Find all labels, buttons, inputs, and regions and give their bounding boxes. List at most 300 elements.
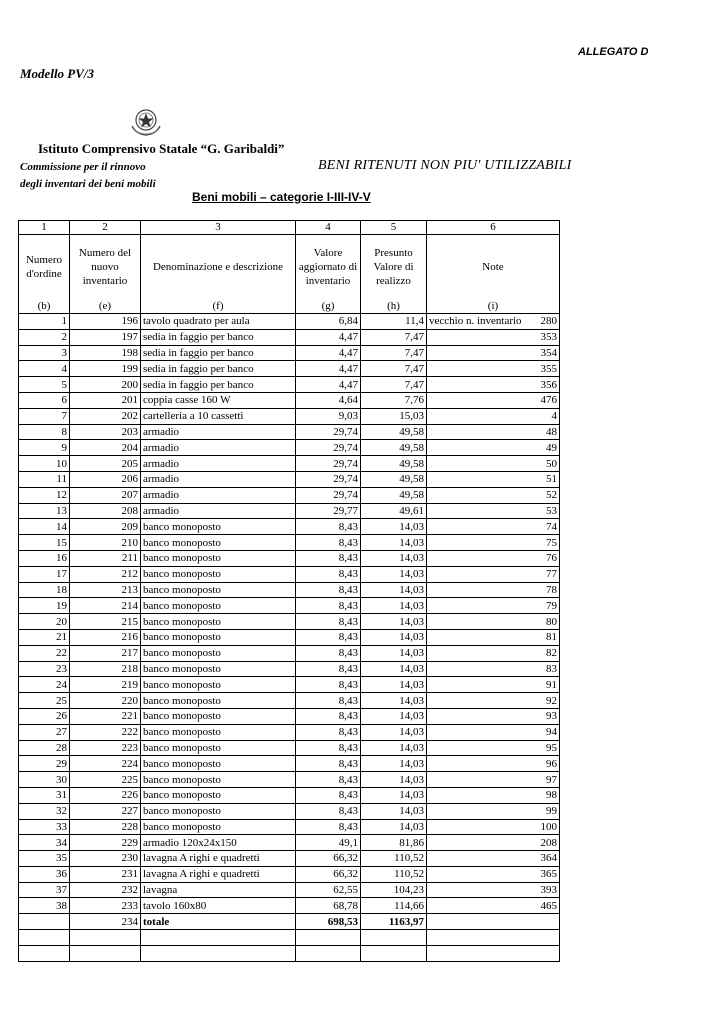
note-cell (427, 740, 560, 756)
order-number-cell: 32 (19, 803, 70, 819)
note-number: 82 (546, 647, 557, 660)
table-row (19, 724, 560, 740)
realizzo-cell: 14,03 (361, 724, 427, 740)
note-cell (427, 345, 560, 361)
value-cell: 8,43 (296, 819, 361, 835)
note-number: 50 (546, 457, 557, 470)
note-content (429, 583, 557, 597)
note-content (429, 393, 557, 407)
empty-cell (427, 930, 560, 946)
value-cell: 8,43 (296, 787, 361, 803)
inventory-number-cell: 209 (70, 519, 141, 535)
inventory-number-cell: 200 (70, 377, 141, 393)
value-cell: 8,43 (296, 708, 361, 724)
note-content (429, 599, 557, 613)
inventory-number-cell: 230 (70, 851, 141, 867)
order-number-cell: 22 (19, 645, 70, 661)
order-number-cell: 30 (19, 772, 70, 788)
order-number-cell: 37 (19, 882, 70, 898)
note-cell (427, 882, 560, 898)
table-row (19, 851, 560, 867)
value-cell: 29,74 (296, 456, 361, 472)
table-row (19, 519, 560, 535)
note-number: 365 (540, 868, 557, 881)
empty-cell (141, 930, 296, 946)
note-cell (427, 487, 560, 503)
table-row (19, 424, 560, 440)
order-number-cell: 33 (19, 819, 70, 835)
note-content (429, 504, 557, 518)
note-cell (427, 440, 560, 456)
inventory-number-cell: 214 (70, 598, 141, 614)
order-number-cell: 38 (19, 898, 70, 914)
note-content (429, 836, 557, 850)
description-cell: coppia casse 160 W (141, 392, 296, 408)
description-cell: sedia in faggio per banco (141, 329, 296, 345)
note-number: 97 (546, 773, 557, 786)
inventory-number-cell: 219 (70, 677, 141, 693)
note-cell (427, 787, 560, 803)
inventory-number-cell: 208 (70, 503, 141, 519)
note-content (429, 551, 557, 565)
note-cell (427, 756, 560, 772)
order-number-cell: 8 (19, 424, 70, 440)
value-cell: 68,78 (296, 898, 361, 914)
italian-republic-emblem-icon (126, 106, 166, 138)
order-number-cell: 24 (19, 677, 70, 693)
order-number-cell: 27 (19, 724, 70, 740)
header-numero-inventario: Numero del nuovo inventario (70, 235, 141, 300)
note-number: 51 (546, 473, 557, 486)
order-number-cell: 1 (19, 314, 70, 330)
note-number: 48 (546, 425, 557, 438)
note-cell (427, 408, 560, 424)
header-note: Note (427, 235, 560, 300)
empty-cell (70, 930, 141, 946)
inventory-number-cell: 205 (70, 456, 141, 472)
note-content (429, 346, 557, 360)
order-number-cell: 26 (19, 708, 70, 724)
note-number: 75 (546, 536, 557, 549)
value-cell: 4,47 (296, 361, 361, 377)
note-content (429, 883, 557, 897)
modello-label: Modello PV/3 (20, 66, 95, 81)
realizzo-cell: 14,03 (361, 819, 427, 835)
inventory-number-cell: 225 (70, 772, 141, 788)
note-content (429, 725, 557, 739)
inventory-number-cell: 210 (70, 535, 141, 551)
table-row (19, 677, 560, 693)
realizzo-cell: 14,03 (361, 756, 427, 772)
order-number-cell: 7 (19, 408, 70, 424)
total-note-cell (427, 914, 560, 930)
note-cell (427, 661, 560, 677)
value-cell: 29,74 (296, 487, 361, 503)
value-cell: 8,43 (296, 677, 361, 693)
description-cell: armadio (141, 424, 296, 440)
realizzo-cell: 14,03 (361, 598, 427, 614)
inventory-number-cell: 203 (70, 424, 141, 440)
description-cell: banco monoposto (141, 629, 296, 645)
table-row (19, 440, 560, 456)
realizzo-cell: 14,03 (361, 550, 427, 566)
note-cell (427, 519, 560, 535)
value-cell: 8,43 (296, 519, 361, 535)
categories-subtitle: Beni mobili – categorie I-III-IV-V (192, 190, 371, 204)
allegato-label: ALLEGATO D (578, 46, 649, 58)
note-cell (427, 851, 560, 867)
realizzo-cell: 110,52 (361, 851, 427, 867)
description-cell: cartelleria a 10 cassetti (141, 408, 296, 424)
table-row (19, 503, 560, 519)
description-cell: armadio (141, 503, 296, 519)
inventory-number-cell: 211 (70, 550, 141, 566)
description-cell: banco monoposto (141, 787, 296, 803)
inventory-number-cell: 206 (70, 471, 141, 487)
order-number-cell: 15 (19, 535, 70, 551)
table-row (19, 487, 560, 503)
header-valore-aggiornato: Valore aggiornato di inventario (296, 235, 361, 300)
realizzo-cell: 49,58 (361, 456, 427, 472)
description-cell: banco monoposto (141, 582, 296, 598)
inventory-number-cell: 213 (70, 582, 141, 598)
note-cell (427, 582, 560, 598)
table-row (19, 787, 560, 803)
note-cell (427, 898, 560, 914)
order-number-cell: 34 (19, 835, 70, 851)
note-cell (427, 598, 560, 614)
table-row (19, 566, 560, 582)
note-number: 92 (546, 694, 557, 707)
note-cell (427, 471, 560, 487)
value-cell: 8,43 (296, 645, 361, 661)
description-cell: armadio (141, 471, 296, 487)
note-content (429, 630, 557, 644)
value-cell: 8,43 (296, 772, 361, 788)
note-cell (427, 724, 560, 740)
description-cell: tavolo 160x80 (141, 898, 296, 914)
description-cell: sedia in faggio per banco (141, 377, 296, 393)
inventory-number-cell: 224 (70, 756, 141, 772)
description-cell: banco monoposto (141, 645, 296, 661)
inventory-number-cell: 204 (70, 440, 141, 456)
value-cell: 8,43 (296, 566, 361, 582)
inventory-number-cell: 228 (70, 819, 141, 835)
empty-cell (19, 930, 70, 946)
column-number: 1 (19, 221, 70, 235)
note-cell (427, 629, 560, 645)
note-number: 91 (546, 678, 557, 691)
note-cell (427, 503, 560, 519)
description-cell: lavagna (141, 882, 296, 898)
table-row (19, 819, 560, 835)
table-row (19, 740, 560, 756)
realizzo-cell: 14,03 (361, 772, 427, 788)
description-cell: armadio (141, 440, 296, 456)
note-number: 49 (546, 441, 557, 454)
note-number: 52 (546, 489, 557, 502)
note-cell (427, 835, 560, 851)
realizzo-cell: 14,03 (361, 661, 427, 677)
value-cell: 62,55 (296, 882, 361, 898)
total-value-cell: 698,53 (296, 914, 361, 930)
order-number-cell: 18 (19, 582, 70, 598)
value-cell: 8,43 (296, 598, 361, 614)
note-number: 53 (546, 504, 557, 517)
note-number: 356 (540, 378, 557, 391)
note-content (429, 567, 557, 581)
note-cell (427, 550, 560, 566)
table-row (19, 629, 560, 645)
inventory-number-cell: 215 (70, 614, 141, 630)
note-content (429, 441, 557, 455)
note-cell (427, 535, 560, 551)
note-content (429, 362, 557, 376)
value-cell: 66,32 (296, 851, 361, 867)
realizzo-cell: 14,03 (361, 519, 427, 535)
table-row (19, 329, 560, 345)
realizzo-cell: 7,76 (361, 392, 427, 408)
note-cell (427, 456, 560, 472)
table-row (19, 535, 560, 551)
note-content (429, 615, 557, 629)
description-cell: banco monoposto (141, 614, 296, 630)
empty-cell (141, 945, 296, 961)
note-content (429, 472, 557, 486)
school-name: Istituto Comprensivo Statale “G. Garibaldi” (38, 141, 285, 156)
order-number-cell: 19 (19, 598, 70, 614)
value-cell: 8,43 (296, 724, 361, 740)
value-cell: 8,43 (296, 756, 361, 772)
inventory-number-cell: 232 (70, 882, 141, 898)
table-row (19, 708, 560, 724)
note-number: 79 (546, 599, 557, 612)
description-cell: banco monoposto (141, 693, 296, 709)
header-letter: (g) (296, 299, 361, 314)
inventory-number-cell: 212 (70, 566, 141, 582)
column-number: 5 (361, 221, 427, 235)
note-content (429, 788, 557, 802)
description-cell: lavagna A righi e quadretti (141, 866, 296, 882)
column-number-row (19, 221, 560, 235)
note-content (429, 757, 557, 771)
description-cell: sedia in faggio per banco (141, 361, 296, 377)
inventory-number-cell: 226 (70, 787, 141, 803)
table-row (19, 645, 560, 661)
note-cell (427, 772, 560, 788)
total-label-cell: totale (141, 914, 296, 930)
header-presunto-valore: Presunto Valore di realizzo (361, 235, 427, 300)
value-cell: 4,47 (296, 345, 361, 361)
order-number-cell: 3 (19, 345, 70, 361)
description-cell: lavagna A righi e quadretti (141, 851, 296, 867)
table-row (19, 471, 560, 487)
order-number-cell: 13 (19, 503, 70, 519)
note-content (429, 694, 557, 708)
order-number-cell: 11 (19, 471, 70, 487)
description-cell: banco monoposto (141, 803, 296, 819)
note-cell (427, 866, 560, 882)
table-row (19, 772, 560, 788)
note-number: 465 (540, 899, 557, 912)
order-number-cell: 9 (19, 440, 70, 456)
header-denominazione: Denominazione e descrizione (141, 235, 296, 300)
description-cell: sedia in faggio per banco (141, 345, 296, 361)
realizzo-cell: 14,03 (361, 677, 427, 693)
description-cell: banco monoposto (141, 661, 296, 677)
total-realizzo-cell: 1163,97 (361, 914, 427, 930)
value-cell: 8,43 (296, 614, 361, 630)
order-number-cell: 20 (19, 614, 70, 630)
description-cell: banco monoposto (141, 740, 296, 756)
value-cell: 8,43 (296, 803, 361, 819)
empty-row (19, 930, 560, 946)
inventory-number-cell: 216 (70, 629, 141, 645)
value-cell: 4,47 (296, 377, 361, 393)
value-cell: 49,1 (296, 835, 361, 851)
note-number: 354 (540, 346, 557, 359)
value-cell: 66,32 (296, 866, 361, 882)
realizzo-cell: 49,61 (361, 503, 427, 519)
column-number: 4 (296, 221, 361, 235)
total-order-cell (19, 914, 70, 930)
realizzo-cell: 110,52 (361, 866, 427, 882)
realizzo-cell: 14,03 (361, 693, 427, 709)
note-content (429, 520, 557, 534)
note-number: 280 (540, 315, 557, 328)
note-number: 83 (546, 662, 557, 675)
header-numero-ordine: Numero d'ordine (19, 235, 70, 300)
description-cell: banco monoposto (141, 756, 296, 772)
table-row (19, 693, 560, 709)
empty-cell (296, 930, 361, 946)
note-cell (427, 424, 560, 440)
realizzo-cell: 14,03 (361, 708, 427, 724)
inventory-number-cell: 198 (70, 345, 141, 361)
column-number: 3 (141, 221, 296, 235)
note-number: 96 (546, 757, 557, 770)
realizzo-cell: 7,47 (361, 361, 427, 377)
column-number: 2 (70, 221, 141, 235)
realizzo-cell: 15,03 (361, 408, 427, 424)
table-row (19, 598, 560, 614)
table-row (19, 408, 560, 424)
table-row (19, 314, 560, 330)
realizzo-cell: 49,58 (361, 424, 427, 440)
realizzo-cell: 114,66 (361, 898, 427, 914)
description-cell: banco monoposto (141, 677, 296, 693)
realizzo-cell: 49,58 (361, 440, 427, 456)
inventory-number-cell: 217 (70, 645, 141, 661)
value-cell: 29,74 (296, 471, 361, 487)
realizzo-cell: 14,03 (361, 566, 427, 582)
value-cell: 4,64 (296, 392, 361, 408)
note-number: 4 (551, 410, 557, 423)
description-cell: banco monoposto (141, 535, 296, 551)
note-content (429, 314, 557, 328)
value-cell: 8,43 (296, 661, 361, 677)
inventory-number-cell: 196 (70, 314, 141, 330)
table-row (19, 377, 560, 393)
table-row (19, 345, 560, 361)
table-row (19, 866, 560, 882)
realizzo-cell: 49,58 (361, 471, 427, 487)
note-number: 74 (546, 520, 557, 533)
inventory-number-cell: 199 (70, 361, 141, 377)
note-number: 80 (546, 615, 557, 628)
realizzo-cell: 14,03 (361, 535, 427, 551)
order-number-cell: 31 (19, 787, 70, 803)
document-title: BENI RITENUTI NON PIU' UTILIZZABILI (318, 158, 572, 173)
note-number: 99 (546, 805, 557, 818)
note-number: 353 (540, 331, 557, 344)
note-content (429, 330, 557, 344)
note-number: 76 (546, 552, 557, 565)
note-cell (427, 803, 560, 819)
empty-row (19, 945, 560, 961)
note-content (429, 425, 557, 439)
inventory-table (18, 220, 560, 962)
note-cell (427, 377, 560, 393)
note-cell (427, 566, 560, 582)
inventory-number-cell: 227 (70, 803, 141, 819)
realizzo-cell: 11,4 (361, 314, 427, 330)
value-cell: 6,84 (296, 314, 361, 330)
inventory-number-cell: 222 (70, 724, 141, 740)
realizzo-cell: 14,03 (361, 787, 427, 803)
order-number-cell: 29 (19, 756, 70, 772)
order-number-cell: 12 (19, 487, 70, 503)
inventory-number-cell: 223 (70, 740, 141, 756)
description-cell: armadio (141, 456, 296, 472)
value-cell: 29,77 (296, 503, 361, 519)
note-content (429, 741, 557, 755)
inventory-number-cell: 207 (70, 487, 141, 503)
total-inventory-cell: 234 (70, 914, 141, 930)
note-number: 98 (546, 789, 557, 802)
inventory-number-cell: 202 (70, 408, 141, 424)
realizzo-cell: 49,58 (361, 487, 427, 503)
header-row (19, 235, 560, 300)
inventory-number-cell: 221 (70, 708, 141, 724)
order-number-cell: 35 (19, 851, 70, 867)
order-number-cell: 28 (19, 740, 70, 756)
note-content (429, 867, 557, 881)
note-content (429, 378, 557, 392)
order-number-cell: 17 (19, 566, 70, 582)
note-number: 95 (546, 741, 557, 754)
value-cell: 9,03 (296, 408, 361, 424)
note-text: vecchio n. inventario (429, 315, 522, 328)
note-cell (427, 614, 560, 630)
value-cell: 8,43 (296, 740, 361, 756)
order-number-cell: 36 (19, 866, 70, 882)
realizzo-cell: 104,23 (361, 882, 427, 898)
description-cell: banco monoposto (141, 519, 296, 535)
note-content (429, 646, 557, 660)
realizzo-cell: 14,03 (361, 740, 427, 756)
note-number: 393 (540, 884, 557, 897)
description-cell: banco monoposto (141, 708, 296, 724)
column-number: 6 (427, 221, 560, 235)
note-content (429, 804, 557, 818)
table-row (19, 803, 560, 819)
note-cell (427, 361, 560, 377)
note-content (429, 851, 557, 865)
note-cell (427, 645, 560, 661)
order-number-cell: 25 (19, 693, 70, 709)
commission-line-1: Commissione per il rinnovo (20, 161, 146, 173)
